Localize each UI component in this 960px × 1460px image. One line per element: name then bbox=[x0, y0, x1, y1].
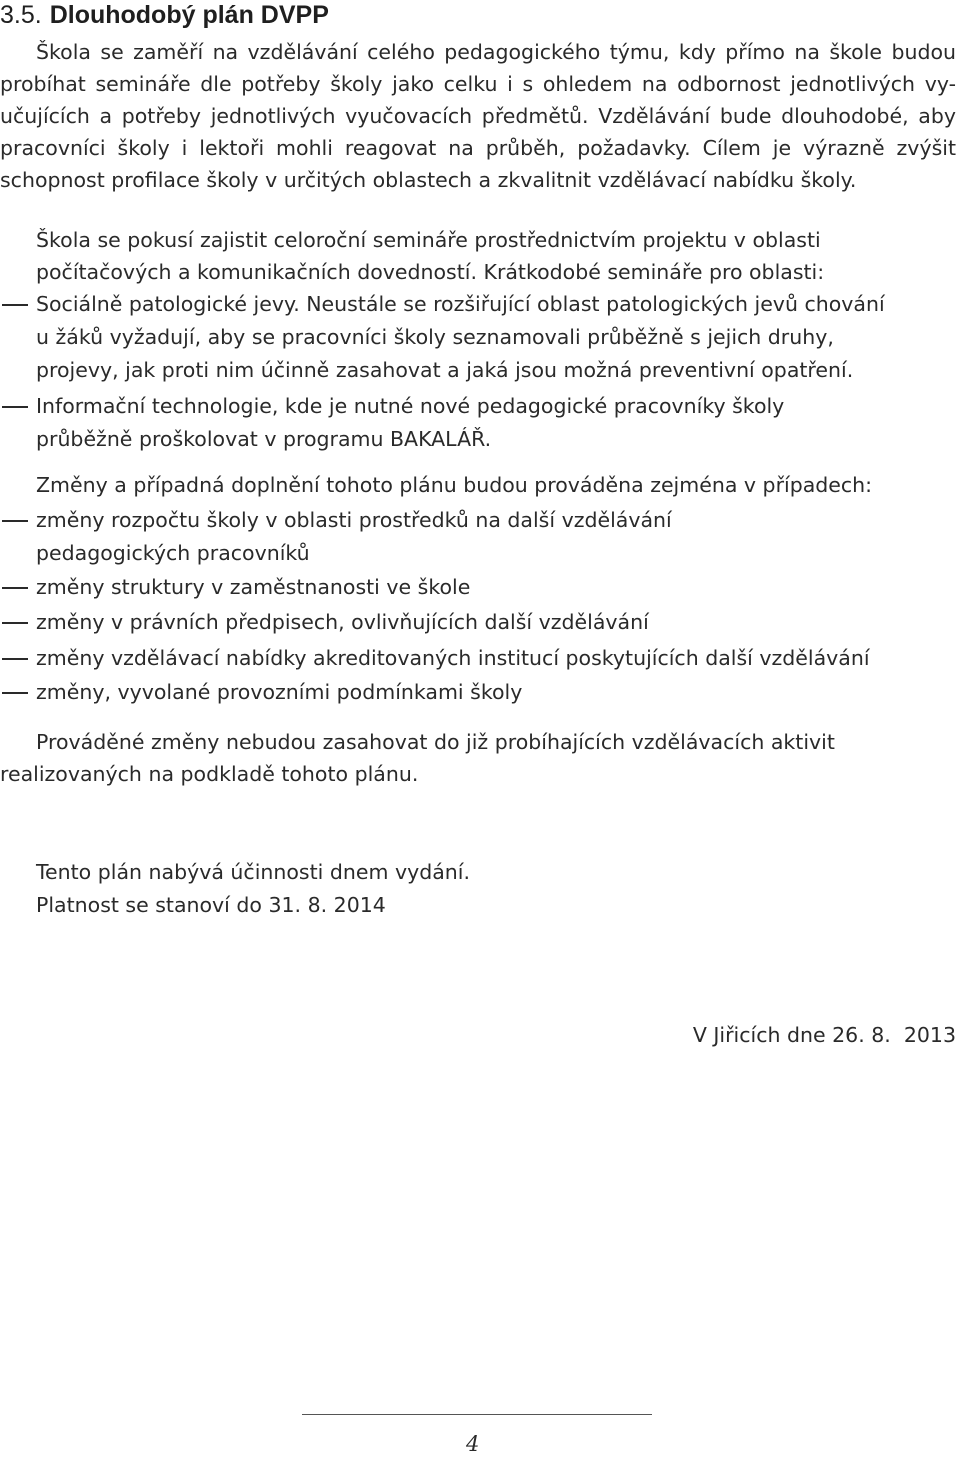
change-item bbox=[0, 642, 956, 675]
list-item-line: změny struktury v zaměstnanosti ve škole bbox=[36, 575, 471, 599]
seminar-item bbox=[0, 288, 956, 387]
paragraph-line: Škola se pokusí zajistit celoroční semináře prostřednictvím projektu v oblasti bbox=[36, 228, 821, 252]
list-item-line: Informační technologie, kde je nutné nové pedagogické pracovníky školy bbox=[36, 394, 785, 418]
dash-bullet bbox=[2, 692, 28, 694]
section-heading bbox=[0, 0, 329, 30]
dash-bullet bbox=[2, 406, 28, 408]
page-number: 4 bbox=[466, 1432, 480, 1456]
validity-line: Tento plán nabývá účinnosti dnem vydání. bbox=[36, 860, 470, 884]
list-item-line: Sociálně patologické jevy. Neustále se rozšiřující oblast patologických jevů chování bbox=[36, 292, 885, 316]
change-item bbox=[0, 504, 956, 570]
list-item-line: změny vzdělávací nabídky akreditovaných institucí poskytujících další vzdělávání bbox=[36, 646, 870, 670]
dash-bullet bbox=[2, 658, 28, 660]
paragraph-line: pracovníci školy i lektoři mohli reagovat na průběh, požadavky. Cílem je výrazně zvýšit bbox=[0, 136, 956, 160]
paragraph-line: Prováděné změny nebudou zasahovat do již probíhajících vzdělávacích aktivit bbox=[36, 730, 835, 754]
seminar-item bbox=[0, 390, 956, 456]
change-item bbox=[0, 606, 956, 639]
list-item-line: průběžně proškolovat v programu BAKALÁŘ. bbox=[36, 427, 492, 451]
paragraph-line: schopnost profilace školy v určitých oblastech a zkvalitnit vzdělávací nabídku školy. bbox=[0, 168, 857, 192]
paragraph-line: realizovaných na podkladě tohoto plánu. bbox=[0, 762, 419, 786]
footer-rule bbox=[302, 1414, 652, 1415]
paragraph-line: učujících a potřeby jednotlivých vyučovacích předmětů. Vzdělávání bude dlouhodobé, aby bbox=[0, 104, 956, 128]
dash-bullet bbox=[2, 587, 28, 589]
validity-line: Platnost se stanoví do 31. 8. 2014 bbox=[36, 893, 386, 917]
dash-bullet bbox=[2, 520, 28, 522]
section-title: Dlouhodobý plán DVPP bbox=[49, 1, 329, 29]
changes-intro: Změny a případná doplnění tohoto plánu budou prováděna zejména v případech: bbox=[36, 473, 873, 497]
paragraph-line: probíhat semináře dle potřeby školy jako celku i s ohledem na odbornost jednotlivých vy- bbox=[0, 72, 956, 96]
section-number: 3.5. bbox=[0, 1, 42, 29]
change-item bbox=[0, 571, 956, 604]
dash-bullet bbox=[2, 622, 28, 624]
list-item-line: změny, vyvolané provozními podmínkami školy bbox=[36, 680, 523, 704]
list-item-line: u žáků vyžadují, aby se pracovníci školy seznamovali průběžně s jejich druhy, bbox=[36, 325, 834, 349]
closing-paragraph bbox=[0, 726, 956, 790]
intro-paragraph bbox=[0, 36, 956, 196]
dash-bullet bbox=[2, 304, 28, 306]
paragraph-line: Škola se zaměří na vzdělávání celého pedagogického týmu, kdy přímo na škole budou bbox=[36, 40, 956, 64]
change-item bbox=[0, 676, 956, 709]
place-date: V Jiřicích dne 26. 8. 2013 bbox=[692, 1023, 956, 1047]
seminars-paragraph bbox=[0, 224, 956, 288]
list-item-line: pedagogických pracovníků bbox=[36, 541, 310, 565]
paragraph-line: počítačových a komunikačních dovedností. Krátkodobé semináře pro oblasti: bbox=[36, 260, 825, 284]
list-item-line: změny v právních předpisech, ovlivňujících další vzdělávání bbox=[36, 610, 649, 634]
list-item-line: změny rozpočtu školy v oblasti prostředků na další vzdělávání bbox=[36, 508, 672, 532]
list-item-line: projevy, jak proti nim účinně zasahovat a jaká jsou možná preventivní opatření. bbox=[36, 358, 854, 382]
